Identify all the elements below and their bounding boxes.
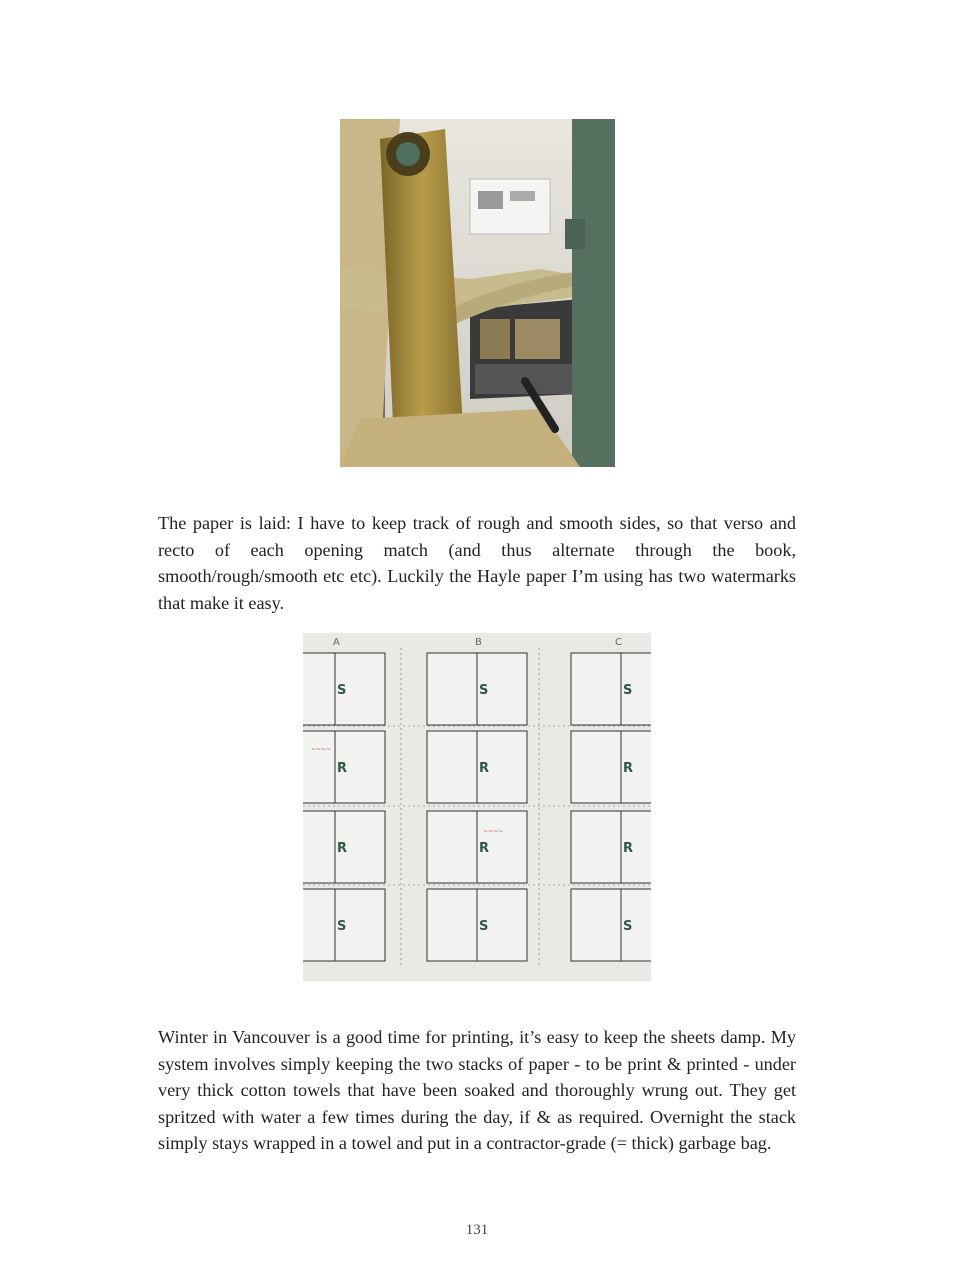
sheet-side-mark: R [337, 761, 348, 776]
sheet-side-mark: S [623, 919, 633, 934]
sheet-cell [571, 811, 651, 883]
column-letter-a: A [333, 637, 340, 648]
sheet-side-mark: R [623, 761, 634, 776]
annotation-red-a: ~~~~ [311, 746, 332, 753]
sheet-side-mark: R [623, 841, 634, 856]
sheet-cell [571, 889, 651, 961]
sheet-side-mark: R [479, 841, 490, 856]
sheet-side-mark: R [479, 761, 490, 776]
sheet-layout-drawing [303, 633, 651, 981]
sheet-cell [571, 731, 651, 803]
sheet-cell [571, 653, 651, 725]
page-number: 131 [465, 1222, 489, 1238]
sheet-side-mark: R [337, 841, 348, 856]
sheet-side-mark: S [623, 683, 633, 698]
paragraph-paper-laid: The paper is laid: I have to keep track of rough and smooth sides, so that verso and recto of each opening match (and thus alternate through the book, smooth/rough/smooth etc etc). Luckily the Hayle paper I’m using has two watermarks that make it easy. [158, 513, 796, 613]
sheet-side-mark: S [337, 919, 347, 934]
sheet-side-mark: S [479, 919, 489, 934]
sheet-layout-photo [303, 633, 651, 981]
press-photo-drawing [340, 119, 615, 467]
column-letter-c: C [615, 637, 622, 648]
press-photo [340, 119, 615, 467]
sheet-side-mark: S [479, 683, 489, 698]
column-letter-b: B [475, 637, 482, 648]
annotation-red-b: ~~~~ [483, 828, 504, 835]
paragraph-winter-vancouver: Winter in Vancouver is a good time for printing, it’s easy to keep the sheets damp. My system involves simply keeping the two stacks of paper - to be print & printed - under very thick cotton towels that have been soaked and thoroughly wrung out. They get spritzed with water a few times during the day, if & as required. Overnight the stack simply stays wrapped in a towel and put in a contractor-grade (= thick) garbage bag. [158, 1027, 796, 1154]
sheet-side-mark: S [337, 683, 347, 698]
